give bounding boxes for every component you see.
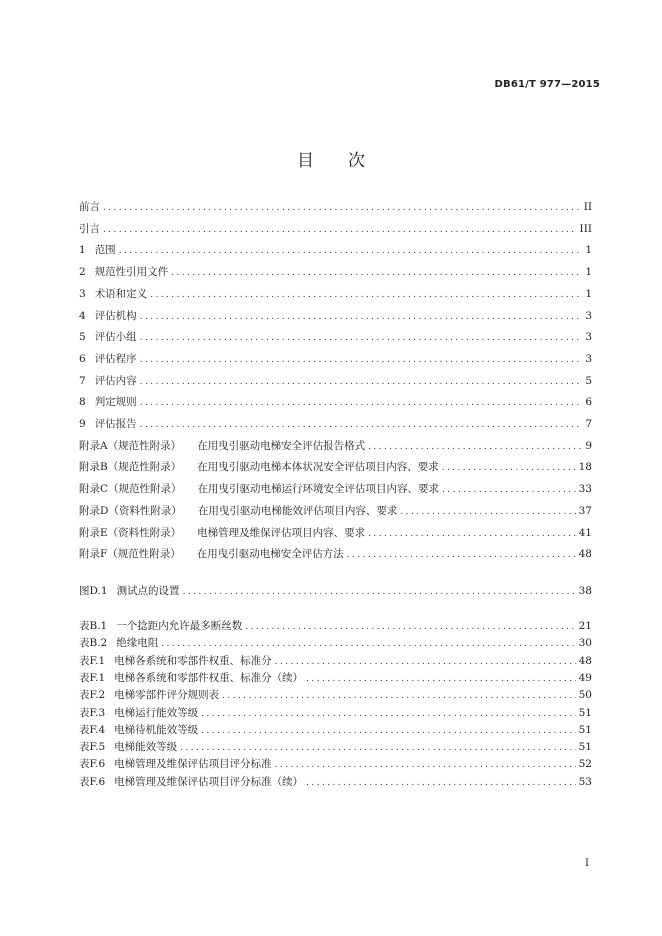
toc-entry-number: 3 [79,287,86,300]
toc-entry-page: 48 [578,654,592,667]
toc-entry-page: 3 [585,352,592,365]
toc-entry-leader-dots [171,266,581,281]
toc-entry-page: 21 [578,620,592,632]
toc-entry-leader-dots [183,585,576,600]
toc-entry-number: 附录B（规范性附录） [79,461,182,474]
toc-entry-label: 电梯各系统和零部件权重、标准分（续） [114,671,304,684]
standard-number: DB61/T 977—2015 [494,79,600,90]
toc-entry-number: 表F.4 [79,723,106,736]
toc-entry-page: 51 [578,723,592,736]
toc-entry-leader-dots [140,418,581,433]
toc-entry-label: 评估小组 [94,331,137,344]
toc-entry[interactable] [79,374,592,389]
toc-entry[interactable] [79,740,592,755]
toc-entry-page: 30 [578,637,592,650]
toc-entry[interactable] [79,654,592,669]
toc-entry-label: 范围 [94,244,116,257]
toc-entry[interactable] [79,352,592,367]
toc-entry-label: 在用曳引驱动电梯能效评估项目内容、要求 [197,504,398,517]
page-title-part1: 目 [297,151,314,171]
toc-entry-number: 5 [79,331,86,344]
toc-entry-number: 图D.1 [79,585,108,597]
toc-entry-number: 8 [79,396,86,409]
toc-entry-page: 48 [578,548,592,561]
toc-entry-page: 37 [578,504,592,517]
toc-entry-label: 在用曳引驱动电梯运行环境安全评估项目内容、要求 [197,483,440,496]
toc-entry-number: 表F.6 [79,758,106,771]
toc-entry[interactable] [79,265,592,280]
toc-entry-label: 前言 [79,201,100,213]
toc-entry[interactable] [79,460,592,475]
toc-entry-leader-dots [306,776,575,791]
toc-entry-label: 判定规则 [94,396,137,409]
toc-entry[interactable] [79,671,592,686]
toc-entry[interactable] [79,417,592,432]
toc-entry-label: 电梯管理及维保评估项目评分标准（续） [114,775,304,788]
toc-entry-label: 绝缘电阻 [116,637,159,650]
toc-entry-label: 评估报告 [94,418,137,430]
toc-entry[interactable] [79,775,592,790]
toc-entry[interactable] [79,547,592,562]
toc-entry[interactable] [79,526,592,541]
toc-entry-leader-dots [400,505,575,520]
toc-entry-leader-dots [140,331,581,346]
toc-entry-leader-dots [442,461,576,476]
toc-entry-label: 在用曳引驱动电梯安全评估方法 [196,548,344,561]
toc-entry[interactable] [79,482,592,497]
toc-entry-number: 9 [79,418,86,430]
toc-entry-leader-dots [140,353,581,368]
toc-entry-page: III [579,222,592,235]
toc-entry-page: 52 [578,758,592,771]
toc-entry-number: 1 [79,244,86,257]
toc-entry-label: 电梯待机能效等级 [114,723,199,736]
toc-entry-leader-dots [368,440,581,455]
toc-entry-number: 表F.5 [79,741,106,754]
toc-entry[interactable] [79,439,592,454]
toc-entry-number: 7 [79,374,86,387]
toc-entry-label: 在用曳引驱动电梯本体状况安全评估项目内容、要求 [197,461,439,474]
toc-entry-label: 引言 [79,222,100,235]
toc-entry-leader-dots [222,689,575,704]
toc-entry-leader-dots [140,310,581,325]
toc-entry-leader-dots [275,758,576,773]
toc-entry-number: 附录C（规范性附录） [79,483,182,496]
toc-entry-page: 51 [578,706,592,719]
footer-page-number: I [585,858,589,869]
toc-entry-label: 电梯管理及维保评估项目内容、要求 [197,526,366,539]
toc-entry-page: 7 [585,418,592,430]
toc-entry-label: 电梯运行能效等级 [114,706,199,719]
toc-entry[interactable] [79,200,592,215]
toc-entry-leader-dots [150,288,581,303]
toc-entry-page: 49 [578,671,592,684]
toc-entry-label: 规范性引用文件 [94,266,169,279]
toc-entry[interactable] [79,757,592,772]
toc-entry[interactable] [79,504,592,519]
toc-entry-label: 电梯能效等级 [114,741,178,754]
toc-entry-leader-dots [103,223,577,238]
toc-entry-number: 表B.1 [79,620,108,632]
toc-entry-number: 表B.2 [79,637,108,650]
toc-entry-leader-dots [201,724,575,739]
toc-entry[interactable] [79,395,592,410]
toc-entry-number: 附录D（资料性附录） [79,504,182,517]
toc-entry-leader-dots [140,396,581,411]
toc-entry-page: 53 [578,775,592,788]
toc-entry[interactable] [79,688,592,703]
toc-entry-label: 电梯零部件评分规则表 [114,689,220,702]
toc-entry[interactable] [79,243,592,258]
toc-entry-leader-dots [201,707,575,722]
toc-entry-number: 2 [79,266,86,279]
toc-entry-page: 18 [578,461,592,474]
toc-entry-leader-dots [347,548,576,563]
toc-entry-number: 附录E（资料性附录） [79,526,182,539]
toc-entry-page: II [583,201,592,213]
toc-entry-page: 38 [578,585,592,597]
toc-entry[interactable] [79,723,592,738]
toc-entry[interactable] [79,706,592,721]
page-title-part2: 次 [348,151,365,171]
toc-entry-page: 9 [585,439,592,452]
toc-entry-label: 评估机构 [94,309,137,322]
toc-entry-page: 1 [585,244,592,257]
toc-entry[interactable] [79,330,592,345]
toc-entry[interactable] [79,222,592,237]
toc-entry-page: 1 [585,266,592,279]
toc-entry-label: 在用曳引驱动电梯安全评估报告格式 [197,439,366,452]
toc-entry-leader-dots [161,637,575,652]
toc-entry-page: 51 [578,741,592,754]
toc-entry-page: 41 [578,526,592,539]
toc-entry[interactable] [79,619,592,634]
toc-entry[interactable] [79,636,592,651]
toc-entry-number: 表F.3 [79,706,106,719]
toc-entry-label: 评估内容 [94,374,137,387]
toc-entry-page: 3 [585,309,592,322]
toc-entry-number: 表F.1 [79,671,106,684]
toc-entry-leader-dots [245,620,575,635]
page-title [0,146,662,171]
toc-entry-number: 表F.2 [79,689,106,702]
toc-entry-leader-dots [442,483,576,498]
toc-entry-number: 附录A（规范性附录） [79,439,182,452]
toc-entry-page: 5 [585,374,592,387]
toc-entry-page: 6 [585,396,592,409]
toc-entry-label: 术语和定义 [94,287,148,300]
toc-entry-label: 测试点的设置 [116,585,180,597]
toc-entry-leader-dots [306,672,575,687]
toc-entry-number: 附录F（规范性附录） [79,548,181,561]
toc-entry[interactable] [79,584,592,599]
toc-entry-page: 33 [578,483,592,496]
toc-entry-number: 4 [79,309,86,322]
toc-entry-leader-dots [103,201,581,216]
toc-entry-label: 一个捻距内允许最多断丝数 [116,620,243,632]
toc-entry-page: 3 [585,331,592,344]
toc-entry-leader-dots [180,741,575,756]
toc-entry-page: 1 [585,287,592,300]
toc-entry[interactable] [79,287,592,302]
toc-entry-leader-dots [368,527,575,542]
toc-entry-label: 电梯各系统和零部件权重、标准分 [114,654,272,667]
toc-entry-number: 表F.6 [79,775,106,788]
toc-entry-leader-dots [140,375,581,390]
toc-entry[interactable] [79,309,592,324]
toc-entry-label: 评估程序 [94,352,137,365]
toc-entry-leader-dots [275,655,576,670]
toc-entry-number: 表F.1 [79,654,106,667]
toc-entry-label: 电梯管理及维保评估项目评分标准 [114,758,272,771]
toc-entry-number: 6 [79,352,86,365]
toc-entry-leader-dots [119,244,581,259]
toc-entry-page: 50 [578,689,592,702]
